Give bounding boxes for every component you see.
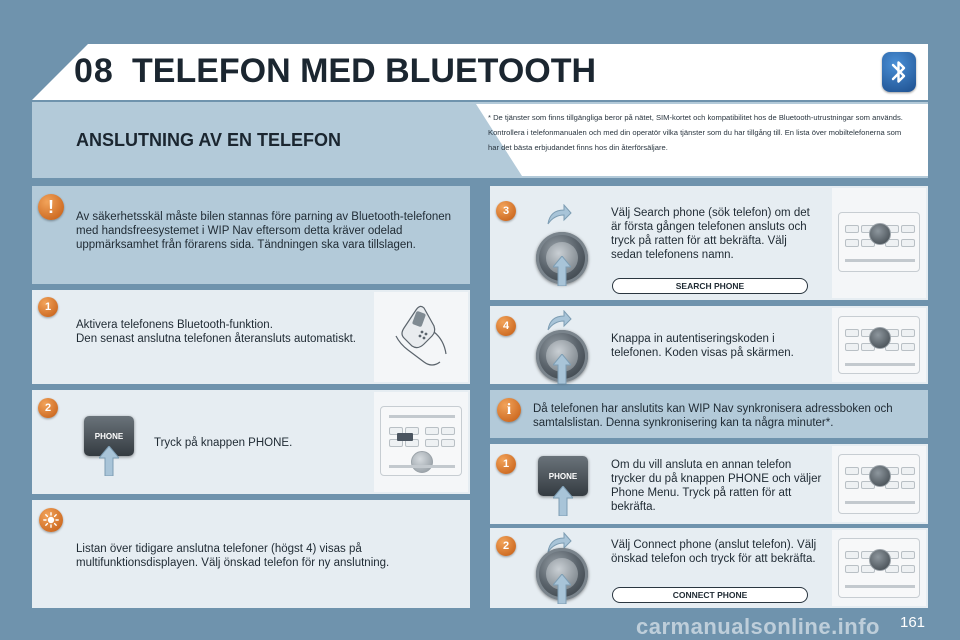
phone-button-icon: PHONE [84,416,134,456]
phone-illustration [374,292,468,382]
radio-panel-icon [838,212,920,272]
step-3-text: Välj Search phone (sök telefon) om det är första gången telefonen ansluts och tryck på ratten för att bekräfta. Välj sedan telefonens namn. [611,207,810,261]
warning-text: Av säkerhetsskäl måste bilen stannas före parning av Bluetooth-telefonen med handsfreesystemet i WIP Nav eftersom detta kräver odelad uppmärksamhet från förarens sida. Tändningen ska vara tillslagen. [76,211,452,251]
radio-illustration [832,530,926,606]
step-2-text: Tryck på knappen PHONE. [154,437,293,449]
press-arrow-icon [553,256,571,286]
step-badge: 3 [496,201,516,221]
radio-illustration [832,188,926,298]
alt-step-2-text: Välj Connect phone (anslut telefon). Välj önskad telefon och tryck för att bekräfta. [611,539,817,565]
connect-phone-label: CONNECT PHONE [612,587,808,603]
step-badge: 1 [38,297,58,317]
lightbulb-icon [39,508,63,532]
warning-icon: ! [38,194,64,220]
section-title: ANSLUTNING AV EN TELEFON [76,130,341,150]
step-badge: 2 [496,536,516,556]
page-title: TELEFON MED BLUETOOTH [132,52,597,90]
radio-panel-icon [838,538,920,598]
hand-phone-icon [374,292,468,382]
chapter-number: 08 [74,52,114,90]
rotate-arrow-icon [546,204,572,226]
phone-button-icon: PHONE [538,456,588,496]
press-arrow-icon [553,354,571,384]
radio-illustration [832,446,926,522]
radio-illustration [374,392,468,492]
radio-illustration [832,308,926,382]
arrow-up-icon [99,446,119,476]
phone-key-highlight [397,433,413,441]
page-number: 161 [900,614,926,631]
radio-panel-icon [838,454,920,514]
info-icon: i [497,398,521,422]
bluetooth-icon [882,52,916,92]
arrow-up-icon [553,486,573,516]
press-arrow-icon [553,574,571,604]
watermark: carmanualsonline.info [636,614,880,639]
info-text: Då telefonen har anslutits kan WIP Nav synkronisera adressboken och samtalslistan. Denna synkronisering kan ta några minuter*. [533,403,893,429]
radio-panel-icon [380,406,462,476]
step-1-text-1: Aktivera telefonens Bluetooth-funktion. [76,319,273,331]
step-1-text-2: Den senast anslutna telefonen återansluts automatiskt. [76,333,357,345]
step-badge: 2 [38,398,58,418]
step-4-text: Knappa in autentiseringskoden i telefonen. Koden visas på skärmen. [611,333,794,359]
alt-step-1-text: Om du vill ansluta en annan telefon trycker du på knappen PHONE och väljer Phone Menu. Tryck på ratten för att bekräfta. [611,459,822,513]
rotate-arrow-icon [546,310,572,332]
search-phone-label: SEARCH PHONE [612,278,808,294]
step-badge: 1 [496,454,516,474]
footnote-text: * De tjänster som finns tillgängliga beror på nätet, SIM-kortet och kompatibilitet hos de Bluetooth-utrustningar som används. Kontrollera i telefonmanualen och med din operatör vilka tjänster som du har tillgång till. En lista över mobiltelefonerna som har det bästa erbjudandet finns hos din återförsäljare. [488,113,903,152]
radio-panel-icon [838,316,920,374]
step-badge: 4 [496,316,516,336]
tip-text: Listan över tidigare anslutna telefoner (högst 4) visas på multifunktionsdisplayen. Välj önskad telefon för ny anslutning. [76,543,390,569]
